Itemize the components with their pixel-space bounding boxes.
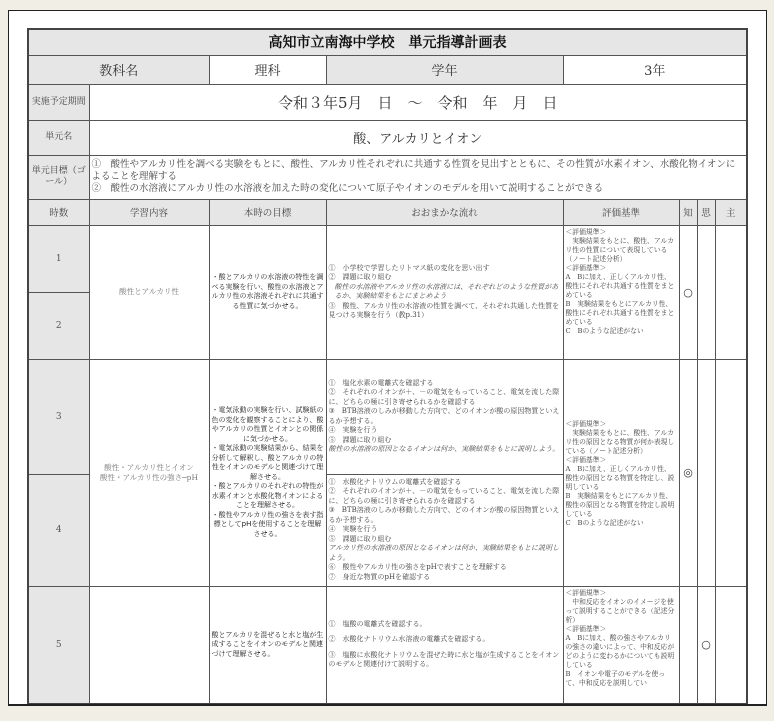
header-criteria: 評価基準: [563, 199, 679, 225]
criteria-line: A Bに加え、正しくアルカリ性、酸性にそれぞれ共通する性質をまとめている: [565, 272, 675, 299]
flow-step: ② それぞれのイオンが＋、－の電気をもっていること、電気を流した際に、どちらの極に引き寄せられるかを確認する: [328, 487, 560, 505]
flow-step: ⑥ 酸性やアルカリ性の強さをpHで表すことを理解する: [328, 563, 507, 572]
learning-content: [89, 359, 209, 586]
period-value: 令和３年5月 日 ～ 令和 年 月 日: [89, 84, 747, 120]
flow-step: ⑦ 身近な物質のpHを確認する: [328, 572, 431, 581]
flow-step: ② それぞれのイオンが＋、－の電気をもっていること、電気を流した際に、どちらの極に引き寄せられるかを確認する: [328, 388, 560, 406]
grade-value: 3年: [563, 55, 747, 84]
criteria-line: ＜評価規準＞: [565, 419, 607, 428]
lesson-flow: [326, 359, 563, 474]
objective-line: ・酸性やアルカリ性の強さを表す指標としてpHを使用することを理解させる。: [211, 510, 324, 538]
criteria-line: 実験結果をもとに、酸性、アルカリ性の原因となる物質が何か表現している（ノート記述分析）: [565, 428, 675, 455]
header-hours: 時数: [28, 199, 89, 225]
flow-step: ② 水酸化ナトリウム水溶液の電離式を確認する。: [328, 635, 490, 644]
criteria-line: ＜評価基準＞: [565, 455, 607, 464]
table-row: [28, 225, 747, 292]
header-knowledge: 知: [679, 199, 697, 225]
objective-line: ・電気泳動の実験を行い、試験紙の色の変化を観察することにより、酸やアルカリの性質とイオンとの関係に気づかせる。: [211, 406, 324, 443]
criteria-line: ＜評価規準＞: [565, 227, 607, 236]
table-header-row: [28, 199, 747, 225]
goal-1: ① 酸性やアルカリ性を調べる実験をもとに、酸性、アルカリ性それぞれに共通する性質を見出すとともに、その性質が水素イオン、水酸化物イオンによることを理解する: [91, 159, 736, 182]
knowledge-mark: ◎: [679, 359, 697, 586]
criteria-line: ＜評価基準＞: [565, 624, 607, 633]
flow-task: 酸性の水溶液やアルカリ性の水溶液には、それぞれどのような性質があるか、実験結果をもとにまとめよう: [334, 282, 559, 300]
knowledge-mark: [679, 586, 697, 704]
content-line: 酸性・アルカリ性とイオン: [104, 462, 194, 472]
unit-plan-table: [27, 28, 748, 705]
thinking-mark: [697, 225, 715, 359]
document-title: 高知市立南海中学校 単元指導計画表: [28, 29, 747, 55]
criteria-line: ＜評価基準＞: [565, 263, 607, 272]
criteria-line: C Bのような記述がない: [565, 326, 644, 335]
criteria-line: B イオンや電子のモデルを使って、中和反応を説明してい: [565, 669, 666, 687]
evaluation-criteria: [563, 586, 679, 704]
table-row: [28, 586, 747, 704]
unit-label: 単元名: [28, 120, 89, 155]
criteria-line: A Bに加え、酸の強さやアルカリの強さの違いによって、中和反応がどのように変わるかについても説明している: [565, 633, 675, 669]
flow-step: ② 課題に取り組む: [328, 273, 392, 281]
learning-content: 酸性とアルカリ性: [89, 225, 209, 359]
flow-step: ① 塩酸の電離式を確認する。: [328, 619, 427, 628]
subject-value: 理科: [209, 55, 326, 84]
attitude-mark: [715, 359, 747, 586]
unit-value: 酸、アルカリとイオン: [89, 120, 747, 155]
lesson-objective: ・酸とアルカリの水溶液の特性を調べる実験を行い、酸性の水溶液とアルカリ性の水溶液それぞれに共通する性質に気づかせる。: [209, 225, 326, 359]
header-content: 学習内容: [89, 199, 209, 225]
criteria-line: B 実験結果をもとにアルカリ性、酸性の原因となる物質を特定し説明している: [565, 491, 675, 518]
header-thinking: 思: [697, 199, 715, 225]
lesson-flow: [326, 474, 563, 586]
thinking-mark: ○: [697, 586, 715, 704]
objective-line: ・電気泳動の実験結果から、結果を分析して解釈し、酸とアルカリの特性をイオンのモデルと関連づけて理解させる。: [211, 444, 324, 481]
attitude-mark: [715, 225, 747, 359]
lesson-flow: [326, 225, 563, 359]
flow-step: ① 塩化水素の電離式を確認する: [328, 378, 434, 387]
criteria-line: C Bのような記述がない: [565, 518, 644, 527]
flow-step: ③ 塩酸に水酸化ナトリウムを混ぜた時に水と塩が生成することをイオンのモデルと関連付けて説明する。: [328, 650, 560, 669]
knowledge-mark: ○: [679, 225, 697, 359]
lesson-number: 1: [28, 225, 89, 292]
goal-2: ② 酸性の水溶液にアルカリ性の水溶液を加えた時の変化について原子やイオンのモデルを用いて説明することができる: [91, 183, 604, 194]
learning-content: [89, 586, 209, 704]
goal-label: 単元目標（ゴール）: [28, 155, 89, 199]
flow-step: ④ 実験を行う: [328, 525, 378, 534]
flow-step: ① 小学校で学習したリトマス紙の変化を思い出す: [328, 263, 490, 272]
header-objective: 本時の目標: [209, 199, 326, 225]
lesson-number: 3: [28, 359, 89, 474]
lesson-number: 4: [28, 474, 89, 586]
flow-step: ③ BTB溶液のしみが移動した方向で、どのイオンが酸の原因物質といえるか予想する。: [328, 506, 560, 524]
evaluation-criteria: [563, 359, 679, 586]
period-label: 実施予定期間: [28, 84, 89, 120]
criteria-line: 中和反応をイオンのイメージを使って説明することができる（記述分析）: [565, 597, 675, 624]
header-flow: おおまかな流れ: [326, 199, 563, 225]
grade-label: 学年: [326, 55, 563, 84]
lesson-objective: 酸とアルカリを混ぜると水と塩が生成することをイオンのモデルと関連づけて理解させる。: [209, 586, 326, 704]
flow-step: ④ 実験を行う: [328, 426, 378, 434]
evaluation-criteria: [563, 225, 679, 359]
unit-goals: [89, 155, 747, 199]
criteria-line: 実験結果をもとに、酸性、アルカリ性の性質について表現している（ノート記述分析）: [565, 236, 674, 263]
table-row: [28, 359, 747, 474]
document-page: [8, 10, 767, 706]
criteria-line: ＜評価規準＞: [565, 588, 607, 597]
criteria-line: B 実験結果をもとにアルカリ性、酸性にそれぞれ共通する性質をまとめている: [565, 299, 675, 326]
subject-label: 教科名: [28, 55, 209, 84]
criteria-line: A Bに加え、正しくアルカリ性、酸性の原因となる物質を特定し、説明している: [565, 464, 675, 491]
flow-step: ⑤ 課題に取り組む: [328, 435, 392, 444]
header-attitude: 主: [715, 199, 747, 225]
lesson-number: 5: [28, 586, 89, 704]
objective-line: ・酸とアルカリのそれぞれの特性が水素イオンと水酸化物イオンによることを理解させる。: [211, 482, 324, 509]
flow-step: ⑤ 課題に取り組む: [328, 534, 392, 543]
flow-step: ③ 酸性、アルカリ性の水溶液の性質を調べて、それぞれ共通した性質を見つける実験を行う（教p.31）: [328, 301, 560, 319]
flow-step: ③ BTB溶液のしみが移動した方向で、どのイオンが酸の原因物質といえるか予想する。: [328, 407, 560, 425]
content-line: 酸性・アルカリ性の強さ─pH: [99, 472, 199, 482]
lesson-flow: [326, 586, 563, 704]
thinking-mark: [697, 359, 715, 586]
lesson-objective: [209, 359, 326, 586]
attitude-mark: [715, 586, 747, 704]
lesson-number: 2: [28, 292, 89, 359]
flow-step: ① 水酸化ナトリウムの電離式を確認する: [328, 477, 462, 486]
flow-task: 酸性の水溶液の原因となるイオンは何か、実験結果をもとに説明しよう。: [328, 445, 560, 453]
flow-task: アルカリ性の水溶液の原因となるイオンは何か、実験結果をもとに説明しよう。: [328, 544, 560, 562]
